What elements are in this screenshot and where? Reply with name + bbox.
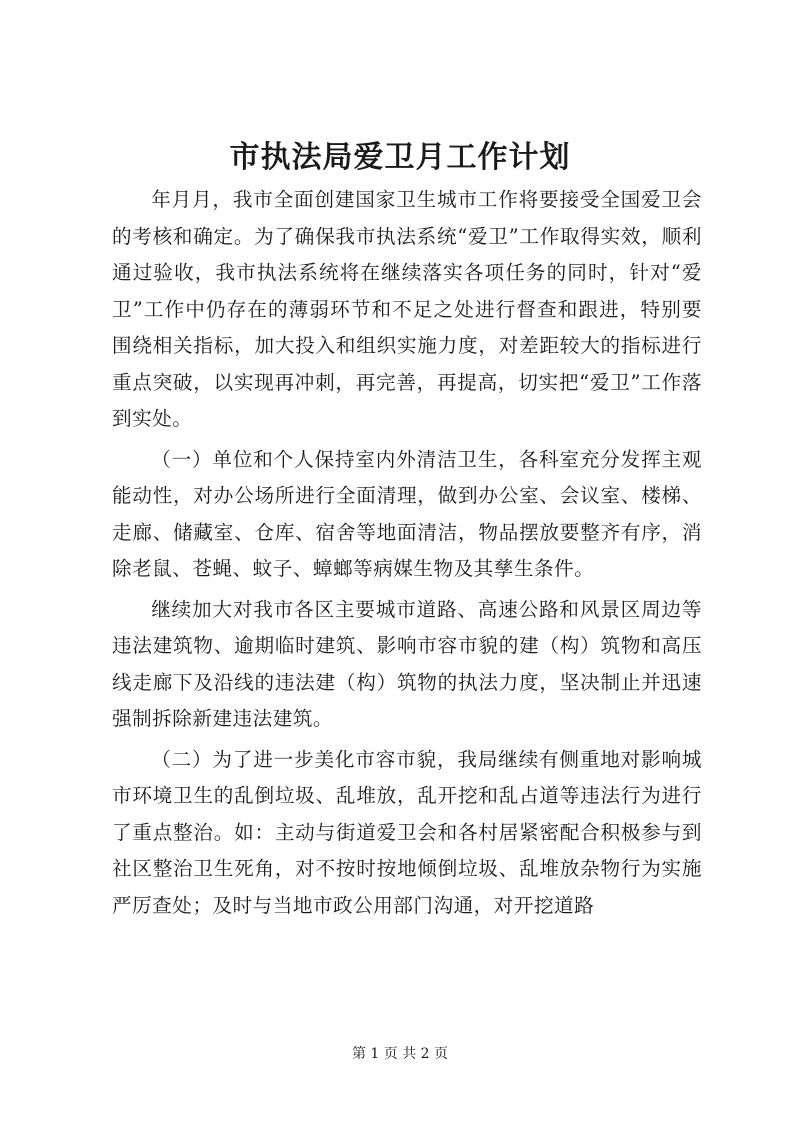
paragraph-section-two: （二）为了进一步美化市容市貌，我局继续有侧重地对影响城市环境卫生的乱倒垃圾、乱堆放，乱开挖和乱占道等违法行为进行了重点整治。如：主动与街道爱卫会和各村居紧密配合积极参与到社区整治卫生死角，对不按时按地倾倒垃圾、乱堆放杂物行为实施严厉查处；及时与当地市政公用部门沟通，对开挖道路 [112, 747, 702, 917]
document-body [112, 182, 702, 928]
paragraph-intro: 年月月，我市全面创建国家卫生城市工作将要接受全国爱卫会的考核和确定。为了确保我市执法系统“爱卫”工作取得实效，顺利通过验收，我市执法系统将在继续落实各项任务的同时，针对“爱卫”工作中仍存在的薄弱环节和不足之处进行督查和跟进，特别要围绕相关指标，加大投入和组织实施力度，对差距较大的指标进行重点突破，以实现再冲刺，再完善，再提高，切实把“爱卫”工作落到实处。 [112, 188, 702, 430]
document-title: 市执法局爱卫月工作计划 [229, 140, 571, 175]
paragraph-section-one: （一）单位和个人保持室内外清洁卫生，各科室充分发挥主观能动性，对办公场所进行全面清理，做到办公室、会议室、楼梯、走廊、储藏室、仓库、宿舍等地面清洁，物品摆放要整齐有序，消除老鼠、苍蝇、蚊子、蟑螂等病媒生物及其孳生条件。 [112, 447, 702, 580]
paragraph-illegal-buildings: 继续加大对我市各区主要城市道路、高速公路和风景区周边等违法建筑物、逾期临时建筑、影响市容市貌的建（构）筑物和高压线走廊下及沿线的违法建（构）筑物的执法力度，坚决制止并迅速强制拆除新建违法建筑。 [112, 597, 702, 730]
page-footer: 第 1 页 共 2 页 [351, 1046, 449, 1062]
